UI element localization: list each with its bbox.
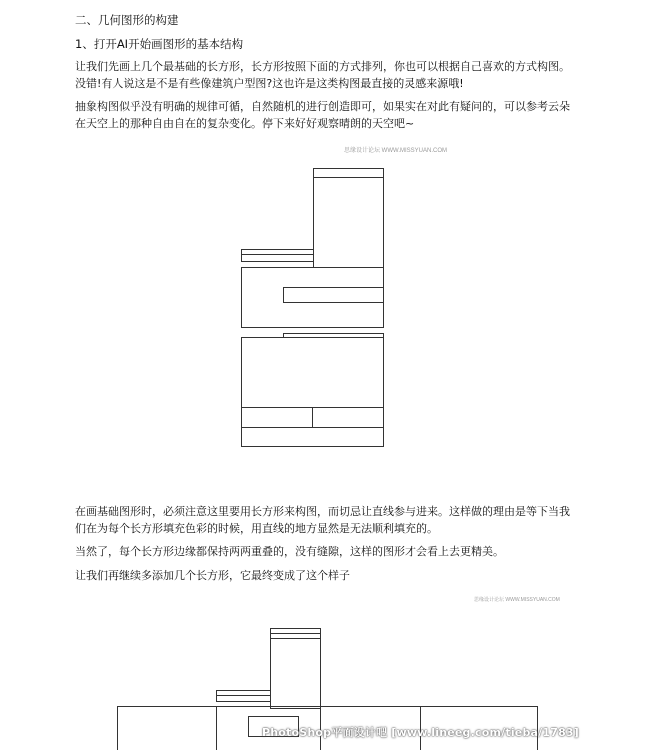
section-heading: 二、几何图形的构建 bbox=[75, 13, 179, 27]
fig2-rect-strip-a bbox=[217, 691, 271, 696]
paragraph-overlap: 当然了，每个长方形边缘都保持两两重叠的，没有缝隙，这样的图形才会看上去更精美。 bbox=[75, 545, 504, 558]
fig1-rect-top-tall bbox=[314, 178, 384, 268]
fig1-rect-strip-a bbox=[242, 250, 314, 255]
fig1-rect-top-strip bbox=[314, 169, 384, 178]
step-heading: 1、打开AI开始画图形的基本结构 bbox=[75, 37, 244, 51]
fig1-rect-mid-bar bbox=[284, 288, 384, 303]
fig2-rect-strip-b bbox=[217, 696, 271, 702]
fig2-rect-top-strip-a bbox=[271, 629, 321, 634]
paragraph-tip: 在画基础图形时，必须注意这里要用长方形来构图，而切忌让直线参与进来。这样做的理由是等下当我们在为每个长方形填充色彩的时候，用直线的地方显然是无法顺利填充的。 bbox=[75, 505, 570, 535]
paragraph-abstract: 抽象构图似乎没有明确的规律可循，自然随机的进行创造即可，如果实在对此有疑问的，可以参考云朵在天空上的那种自由自在的复杂变化。停下来好好观察晴朗的天空吧~ bbox=[75, 100, 570, 130]
fig2-rect-top-strip-b bbox=[271, 634, 321, 639]
fig1-rect-thin-bar bbox=[284, 334, 384, 338]
fig1-rect-base bbox=[242, 428, 384, 447]
fig2-rect-top-tall bbox=[271, 639, 321, 709]
paragraph-intro: 让我们先画上几个最基础的长方形，长方形按照下面的方式排列，你也可以根据自己喜欢的方式构图。没错!有人说这是不是有些像建筑户型图?这也许是这类构图最直接的灵感来源哦! bbox=[75, 60, 570, 90]
figure2-watermark: 思缘设计论坛 WWW.MISSYUAN.COM bbox=[474, 597, 560, 603]
fig1-rect-lower-right bbox=[313, 408, 384, 428]
fig1-rect-lower-big bbox=[242, 338, 384, 408]
fig1-rect-strip-b bbox=[242, 255, 314, 262]
figure1-watermark: 思缘设计论坛 WWW.MISSYUAN.COM bbox=[344, 148, 447, 154]
fig1-rect-lower-left bbox=[242, 408, 313, 428]
footer-watermark: PhotoShop平面设计吧 [www.lineeg.com/tieba/1783] bbox=[262, 726, 580, 739]
paragraph-more: 让我们再继续多添加几个长方形，它最终变成了这个样子 bbox=[75, 569, 350, 582]
fig1-rect-mid-big bbox=[242, 268, 384, 328]
